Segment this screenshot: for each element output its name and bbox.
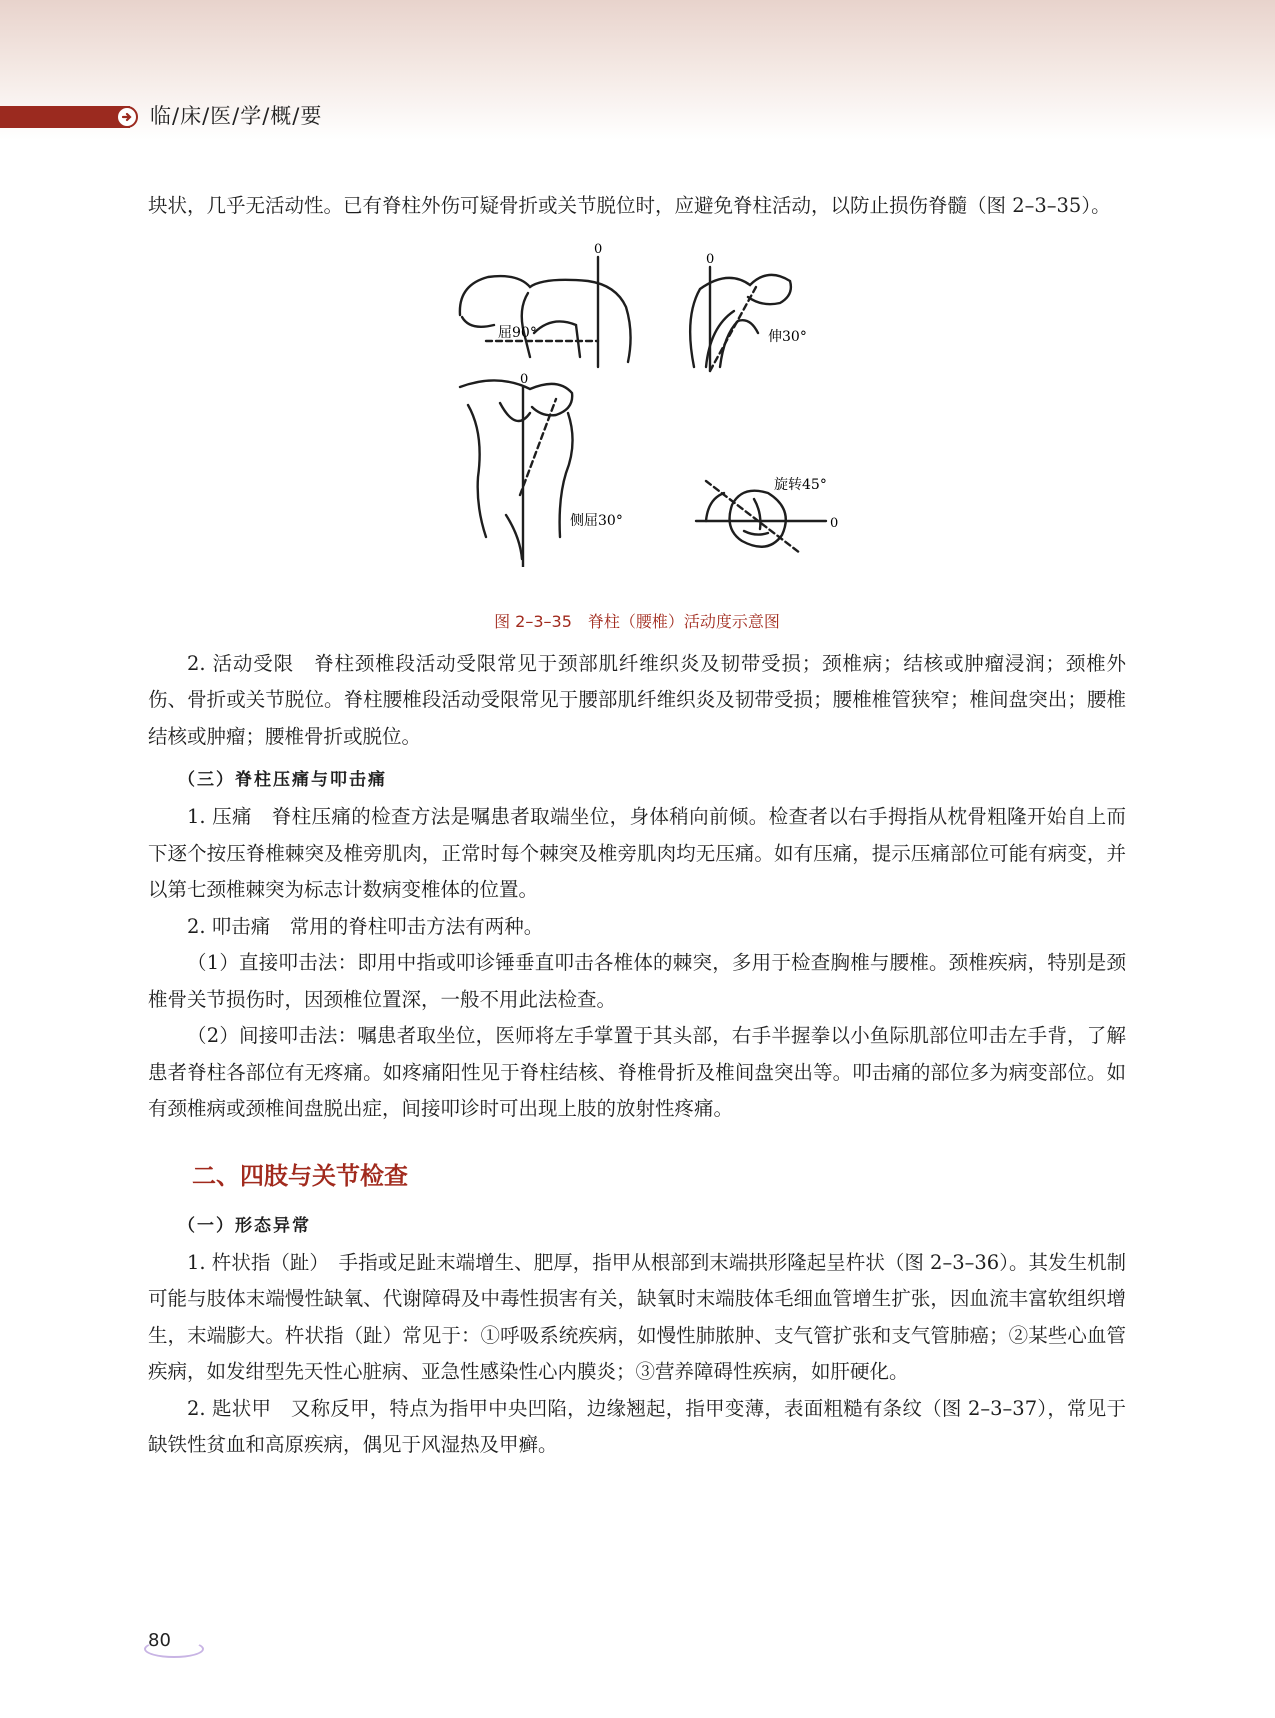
extension-figure xyxy=(690,267,791,371)
page-content xyxy=(148,188,1126,1464)
zero-label: 0 xyxy=(706,251,715,267)
flexion-label: 屈90° xyxy=(498,324,537,341)
subsection-heading: （三）脊柱压痛与叩击痛 xyxy=(178,770,387,790)
zero-label: 0 xyxy=(594,241,603,257)
page-number: 80 xyxy=(148,1630,171,1651)
flexion-figure xyxy=(460,257,631,367)
paragraph: 2. 活动受限 脊柱颈椎段活动受限常见于颈部肌纤维织炎及韧带受损；颈椎病；结核或肿瘤浸润；颈椎外伤、骨折或关节脱位。脊柱腰椎段活动受限常见于腰部肌纤维织炎及韧带受损；腰椎椎管狭窄；椎间盘突出；腰椎结核或肿瘤；腰椎骨折或脱位。 xyxy=(148,651,1126,748)
paragraph: （2）间接叩击法：嘱患者取坐位，医师将左手掌置于其头部，右手半握拳以小鱼际肌部位叩击左手背，了解患者脊柱各部位有无疼痛。如疼痛阳性见于脊柱结核、脊椎骨折及椎间盘突出等。叩击痛的部位多为病变部位。如有颈椎病或颈椎间盘脱出症，间接叩诊时可出现上肢的放射性疼痛。 xyxy=(148,1024,1126,1120)
paragraph: （1）直接叩击法：即用中指或叩诊锤垂直叩击各椎体的棘突，多用于检查胸椎与腰椎。颈椎疾病，特别是颈椎骨关节损伤时，因颈椎位置深，一般不用此法检查。 xyxy=(148,951,1126,1011)
zero-label: 0 xyxy=(520,371,529,387)
rotation-label: 旋转45° xyxy=(774,476,827,493)
paragraph: 2. 叩击痛 常用的脊柱叩击方法有两种。 xyxy=(187,914,544,938)
subsection-heading: （一）形态异常 xyxy=(178,1215,311,1236)
zero-label: 0 xyxy=(830,515,838,531)
arrow-right-icon xyxy=(116,106,138,128)
paragraph: 1. 压痛 脊柱压痛的检查方法是嘱患者取端坐位，身体稍向前倾。检查者以右手拇指从枕骨粗隆开始自上而下逐个按压脊椎棘突及椎旁肌肉，正常时每个棘突及椎旁肌肉均无压痛。如有压痛，提示压痛部位可能有病变，并以第七颈椎棘突为标志计数病变椎体的位置。 xyxy=(148,805,1126,901)
spine-motion-figure xyxy=(148,237,1126,607)
figure-caption: 图 2–3–35 脊柱（腰椎）活动度示意图 xyxy=(494,611,780,631)
paragraph: 块状，几乎无活动性。已有脊柱外伤可疑骨折或关节脱位时，应避免脊柱活动，以防止损伤脊髓（图 2–3–35）。 xyxy=(148,194,1111,217)
book-title: 临/床/医/学/概/要 xyxy=(150,104,323,128)
header-bar xyxy=(0,106,130,128)
paragraph: 1. 杵状指（趾） 手指或足趾末端增生、肥厚，指甲从根部到末端拱形隆起呈杵状（图 2–3–36）。其发生机制可能与肢体末端慢性缺氧、代谢障碍及中毒性损害有关，缺氧时末端肢体毛细血管增生扩张，因血流丰富软组织增生，末端膨大。杵状指（趾）常见于：①呼吸系统疾病，如慢性肺脓肿、支气管扩张和支气管肺癌；②某些心血管疾病，如发绀型先天性心脏病、亚急性感染性心内膜炎；③营养障碍性疾病，如肝硬化。 xyxy=(148,1250,1126,1383)
spine-motion-illustration xyxy=(438,237,838,567)
lateral-flexion-label: 侧屈30° xyxy=(570,512,623,529)
section-heading: 二、四肢与关节检查 xyxy=(192,1161,408,1190)
lateral-flexion-figure xyxy=(460,380,573,567)
paragraph: 2. 匙状甲 又称反甲，特点为指甲中央凹陷，边缘翘起，指甲变薄，表面粗糙有条纹（图 2–3–37），常见于缺铁性贫血和高原疾病，偶见于风湿热及甲癣。 xyxy=(148,1396,1126,1456)
extension-label: 伸30° xyxy=(768,328,807,345)
